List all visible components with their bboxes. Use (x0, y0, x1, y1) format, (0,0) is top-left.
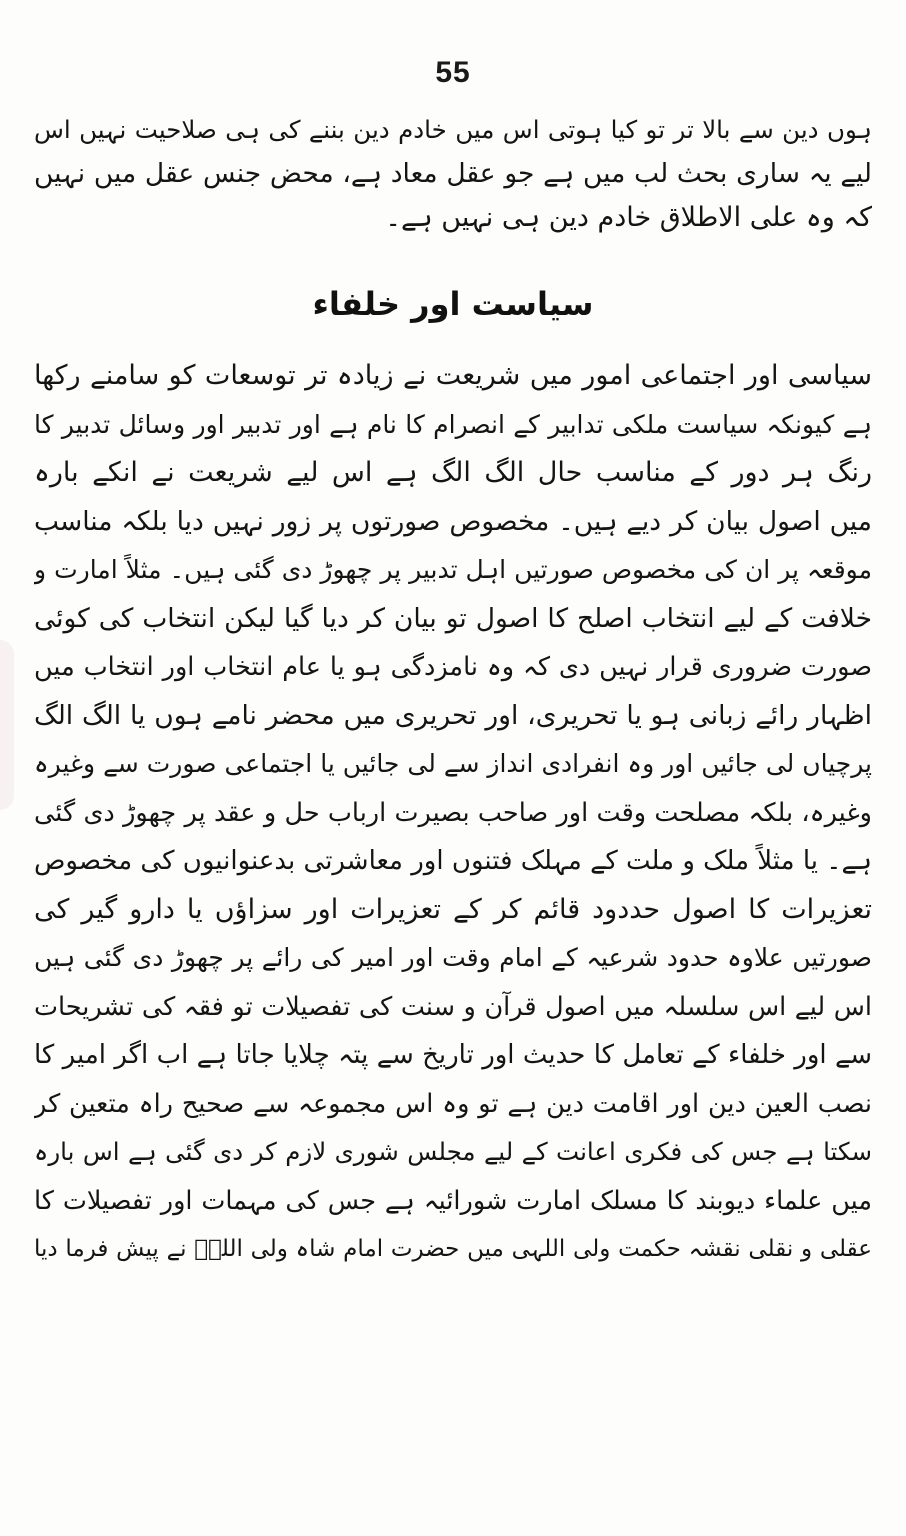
text-line: اس لیے اس سلسلہ میں اصول قرآن و سنت کی تفصیلات تو فقہ کی تشریحات (34, 991, 872, 1022)
text-line: ہے کیونکہ سیاست ملکی تدابیر کے انصرام کا نام ہے اور تدبیر اور وسائل تدبیر کا (34, 409, 872, 439)
text-line: موقعہ پر ان کی مخصوص صورتیں اہل تدبیر پر چھوڑ دی گئی ہیں۔ مثلاً امارت و (34, 555, 872, 584)
text-line: ہے۔ یا مثلاً ملک و ملت کے مہلک فتنوں اور معاشرتی بدعنوانیوں کی مخصوص (34, 846, 872, 876)
text-line: سیاسی اور اجتماعی امور میں شریعت نے زیادہ تر توسعات کو سامنے رکھا (34, 360, 872, 391)
text-line: ہوں دین سے بالا تر تو کیا ہوتی اس میں خادم دین بننے کی ہی صلاحیت نہیں اس (34, 115, 872, 144)
page-edge-shadow (0, 640, 14, 810)
text-line: تعزیرات کا اصول حددود قائم کر کے تعزیرات اور سزاؤں یا دارو گیر کی (34, 893, 872, 925)
text-line: سکتا ہے جس کی فکری اعانت کے لیے مجلس شوری لازم کر دی گئی ہے اس بارہ (34, 1137, 872, 1166)
text-line: خلافت کے لیے انتخاب اصلح کا اصول تو بیان کر دیا گیا لیکن انتخاب کی کوئی (34, 602, 872, 634)
text-line: کہ وہ علی الاطلاق خادم دین ہی نہیں ہے۔ (385, 202, 872, 233)
paragraph-intro (34, 108, 872, 240)
text-line: عقلی و نقلی نقشہ حکمت ولی اللہی میں حضرت امام شاہ ولی اللہؒ نے پیش فرما دیا (34, 1236, 872, 1262)
section-heading: سیاست اور خلفاء (312, 285, 594, 323)
text-line: میں علماء دیوبند کا مسلک امارت شورائیہ ہے جس کی مہمات اور تفصیلات کا (34, 1185, 872, 1216)
text-line: رنگ ہر دور کے مناسب حال الگ الگ ہے اس لیے شریعت نے انکے بارہ (34, 457, 872, 488)
text-line: میں اصول بیان کر دیے ہیں۔ مخصوص صورتوں پر زور نہیں دیا بلکہ مناسب (34, 505, 872, 537)
paragraph-body (34, 352, 872, 1274)
text-line: صورت ضروری قرار نہیں دی کہ وہ نامزدگی ہو یا عام انتخاب اور انتخاب میں (34, 652, 872, 682)
text-line: صورتیں علاوہ حدود شرعیہ کے امام وقت اور امیر کی رائے پر چھوڑ دی گئی ہیں (34, 943, 872, 972)
page-number: 55 (435, 56, 471, 89)
text-line: وغیرہ، بلکہ مصلحت وقت اور صاحب بصیرت ارباب حل و عقد پر چھوڑ دی گئی (34, 797, 872, 828)
text-line: اظہار رائے زبانی ہو یا تحریری، اور تحریری میں محضر نامے ہوں یا الگ الگ (34, 699, 872, 731)
text-line: نصب العین دین اور اقامت دین ہے تو وہ اس مجموعہ سے صحیح راہ متعین کر (34, 1088, 872, 1119)
text-line: سے اور خلفاء کے تعامل کا حدیث اور تاریخ سے پتہ چلایا جاتا ہے اب اگر امیر کا (34, 1040, 872, 1070)
text-line: لیے یہ ساری بحث لب میں ہے جو عقل معاد ہے، محض جنس عقل میں نہیں (34, 158, 872, 189)
text-line: پرچیاں لی جائیں اور وہ انفرادی انداز سے لی جائیں یا اجتماعی صورت سے وغیرہ (34, 749, 872, 778)
